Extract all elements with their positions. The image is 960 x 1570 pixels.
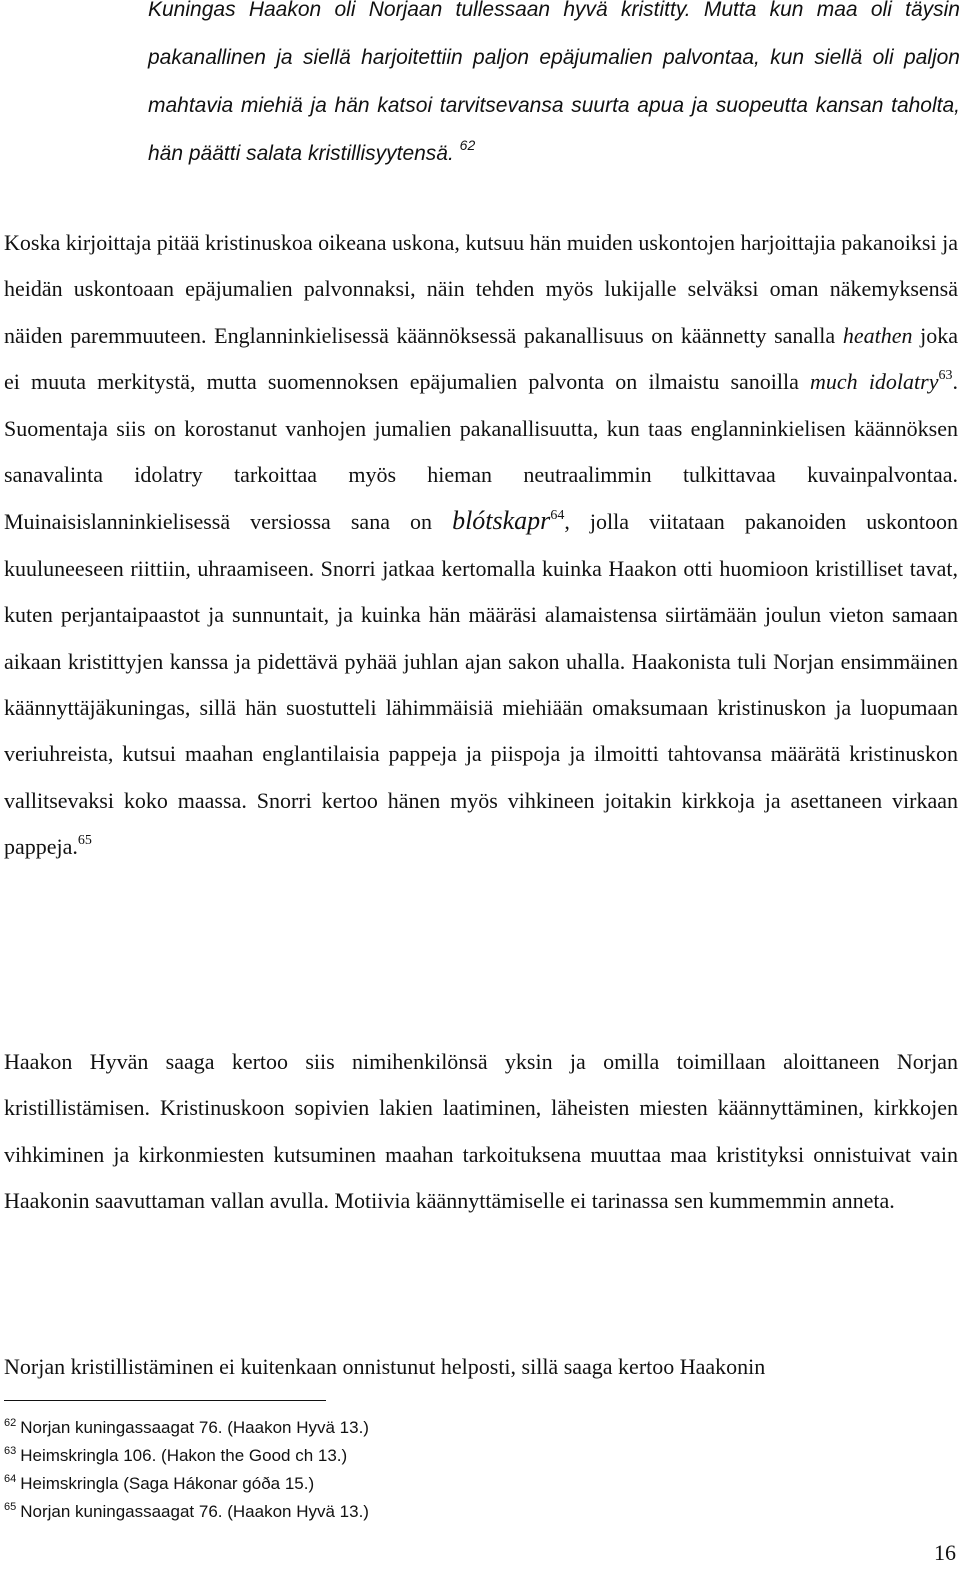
footnote-64 <box>4 1470 704 1498</box>
paragraph-text: , jolla viitataan pakanoiden uskontoon kuuluneeseen riittiin, uhraamiseen. Snorri jatkaa kertomalla kuinka Haakon otti huomioon kristilliset tavat, kuten perjantaipaastot ja sunnuntait, ja kuinka hän määräsi alamaistensa siirtämään joulun vieton samaan aikaan kristittyjen kanssa ja pidettävä pyhää juhlan ajan sakon uhalla. Haakonista tuli Norjan ensimmäinen käännyttäjäkuningas, sillä hän suostutteli lähimmäisiä miehiään omaksumaan kristinuskon ja luopumaan veriuhreista, kutsui maahan englantilaisia pappeja ja piispoja ja ilmoitti tahtovansa määrätä kristinuskon vallitsevaksi koko maassa. Snorri kertoo hänen myös vihkineen joitakin kirkkoja ja asettaneen virkaan pappeja. <box>4 509 958 860</box>
footnote-text: Norjan kuningassaagat 76. (Haakon Hyvä 13.) <box>20 1502 369 1521</box>
footnote-ref-63[interactable]: 63 <box>938 368 953 384</box>
footnote-number: 63 <box>4 1445 17 1457</box>
paragraph-text: . Suomentaja siis on korostanut vanhojen jumalien pakanallisuutta, kun taas englanninkielisen käännöksen sanavalinta idolatry tarkoittaa myös hieman neutraalimmin tulkittavaa kuvainpalvontaa. Muinaisislanninkielisessä versiossa sana on <box>4 369 958 535</box>
footnote-number: 62 <box>4 1417 17 1429</box>
paragraph-1 <box>4 220 958 871</box>
footnote-ref-62[interactable]: 62 <box>459 137 476 153</box>
footnote-ref-65[interactable]: 65 <box>77 833 92 849</box>
quote-text: Kuningas Haakon oli Norjaan tullessaan hyvä kristitty. Mutta kun maa oli täysin pakanallinen ja siellä harjoitettiin paljon epäjumalien palvontaa, kun siellä oli paljon mahtavia miehiä ja hän katsoi tarvitsevansa suurta apua ja suopeutta kansan taholta, hän päätti salata kristillisyytensä. <box>148 0 960 165</box>
paragraph-2 <box>4 1039 958 1225</box>
term-blotskapr: blótskapr <box>452 506 551 536</box>
footnote-65 <box>4 1498 704 1526</box>
term-heathen: heathen <box>842 322 913 348</box>
paragraph-3 <box>4 1344 958 1390</box>
footnote-ref-64[interactable]: 64 <box>550 508 565 524</box>
footnote-text: Heimskringla 106. (Hakon the Good ch 13.) <box>20 1446 348 1465</box>
term-much-idolatry: much idolatry <box>810 369 939 395</box>
footnote-text: Norjan kuningassaagat 76. (Haakon Hyvä 13.) <box>20 1418 369 1437</box>
footnote-text: Heimskringla (Saga Hákonar góða 15.) <box>20 1474 315 1493</box>
page-number: 16 <box>934 1540 956 1565</box>
footnotes <box>4 1414 704 1526</box>
block-quote <box>148 0 960 178</box>
paragraph-text: Koska kirjoittaja pitää kristinuskoa oikeana uskona, kutsuu hän muiden uskontojen harjoittajia pakanoiksi ja heidän uskontoaan epäjumalien palvonnaksi, näin tehden myös lukijalle selväksi oman näkemyksensä näiden paremmuuteen. Englanninkielisessä käännöksessä pakanallisuus on käännetty sanalla <box>4 230 958 348</box>
paragraph-text: Haakon Hyvän saaga kertoo siis nimihenkilönsä yksin ja omilla toimillaan aloittaneen Norjan kristillistämisen. Kristinuskoon sopivien lakien laatiminen, läheisten miesten käännyttäminen, kirkkojen vihkiminen ja kirkonmiesten kutsuminen maahan tarkoituksena muuttaa maa kristityksi onnistuivat vain Haakonin saavuttaman vallan avulla. Motiivia käännyttämiselle ei tarinassa sen kummemmin anneta. <box>4 1049 958 1214</box>
paragraph-text: joka ei muuta merkitystä, mutta suomennoksen epäjumalien palvonta on ilmaistu sanoilla <box>4 322 959 395</box>
footnote-62 <box>4 1414 704 1442</box>
footnote-number: 65 <box>4 1501 17 1513</box>
footnote-63 <box>4 1442 704 1470</box>
footnote-divider <box>4 1400 326 1401</box>
paragraph-text: Norjan kristillistäminen ei kuitenkaan onnistunut helposti, sillä saaga kertoo Haakonin <box>4 1354 766 1379</box>
footnote-number: 64 <box>4 1473 17 1485</box>
